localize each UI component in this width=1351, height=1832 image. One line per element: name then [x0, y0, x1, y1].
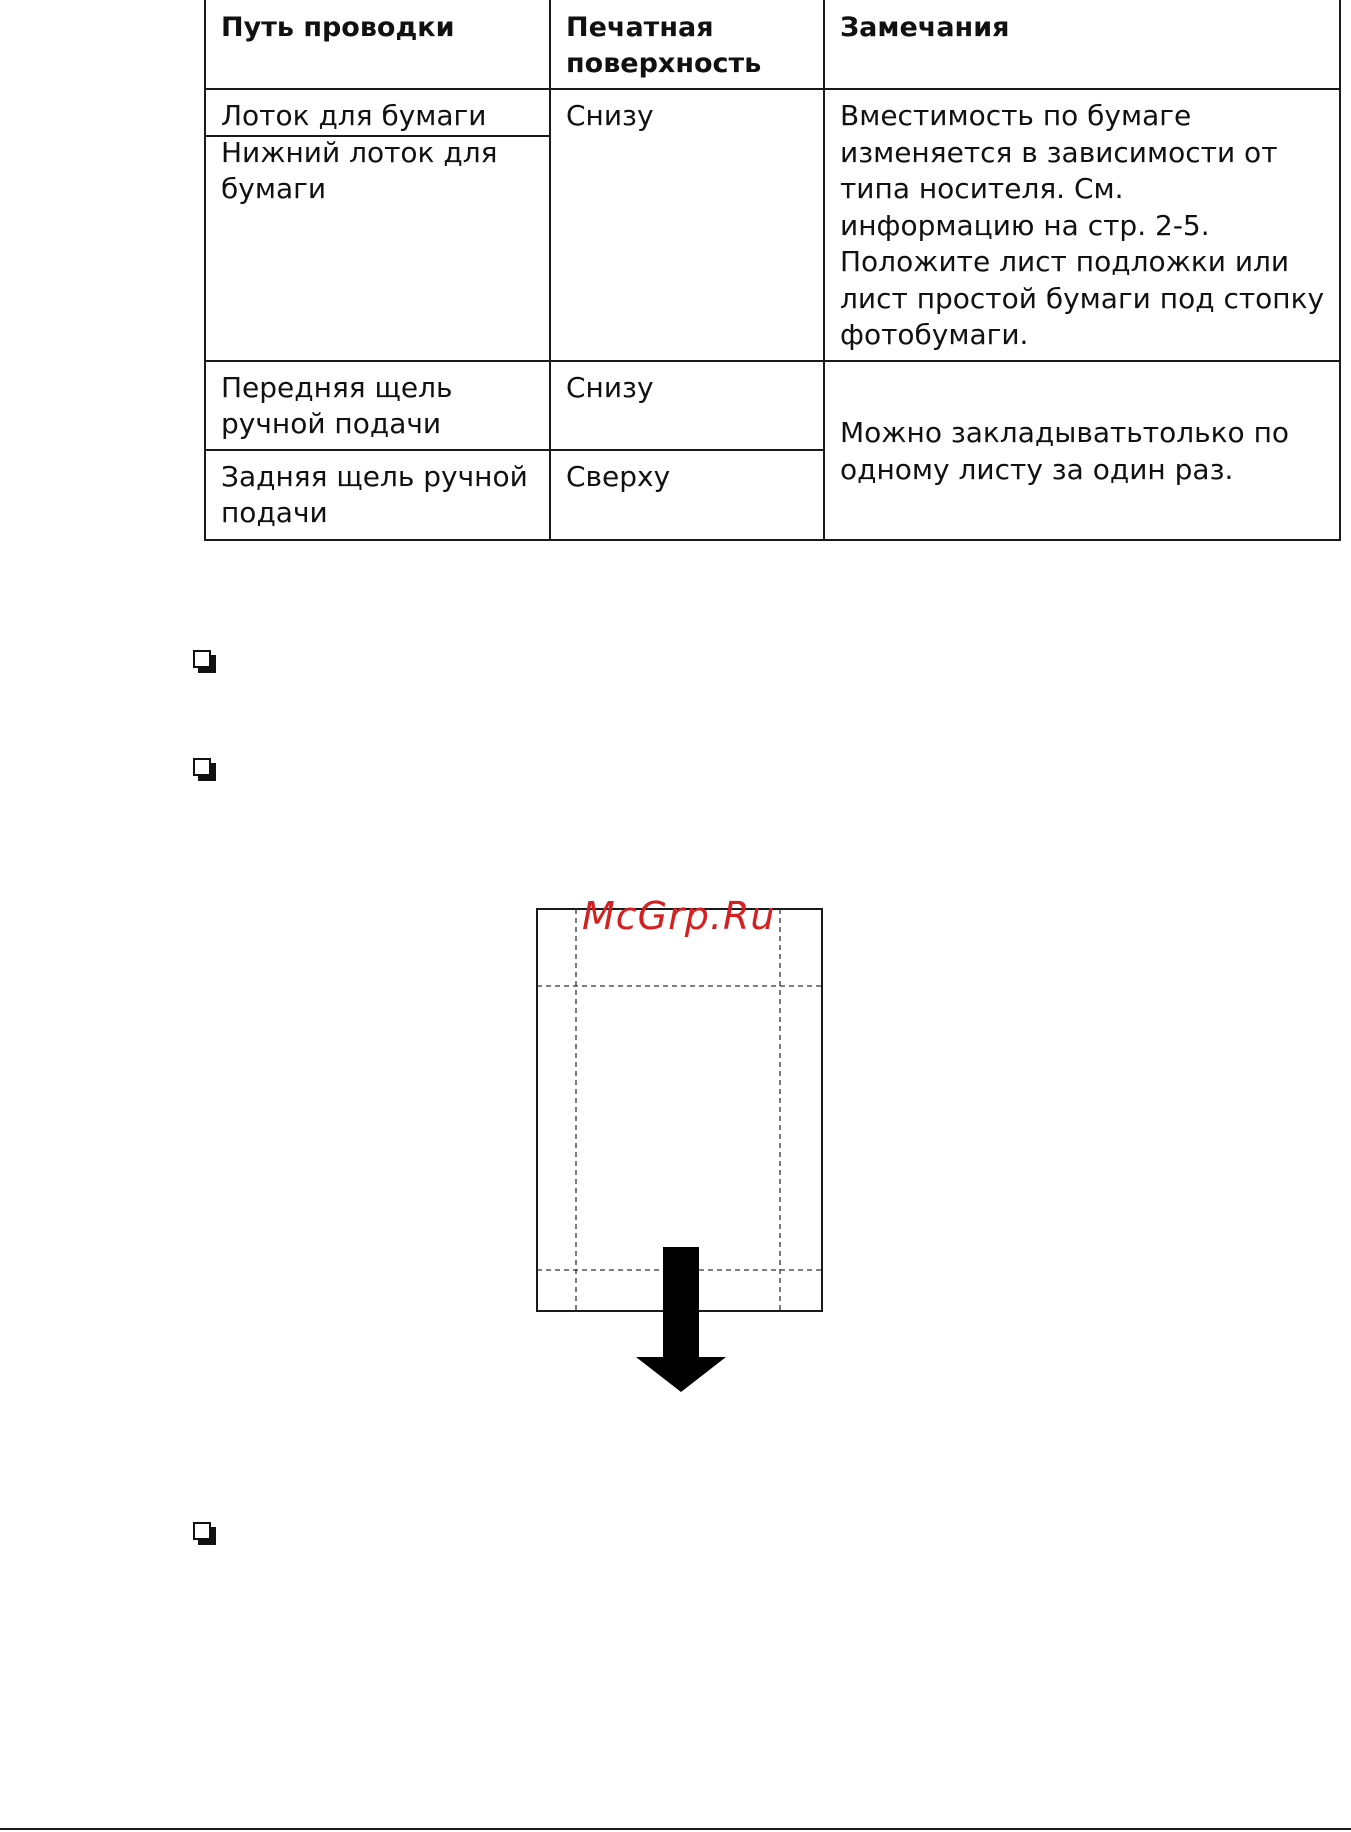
cell-notes-line: Положите лист подложки или: [840, 245, 1290, 278]
column-divider: [549, 0, 551, 539]
column-divider: [823, 0, 825, 539]
header-surface-line2: поверхность: [566, 48, 762, 79]
cell-path-paper-tray: Лоток для бумаги: [221, 99, 487, 132]
header-notes: Замечания: [840, 12, 1010, 43]
checkbox-icon: [193, 1522, 217, 1546]
header-surface-line1: Печатная: [566, 12, 714, 43]
cell-path-lower-tray-line2: бумаги: [221, 172, 327, 205]
cell-notes-manual-line2: одному листу за один раз.: [840, 453, 1234, 486]
cell-path-front-slot-line2: ручной подачи: [221, 407, 442, 440]
paper-sheet-diagram: [536, 908, 826, 1398]
cell-path-lower-tray-line1: Нижний лоток для: [221, 136, 498, 169]
footer-rule: [0, 1828, 1351, 1830]
cell-notes-manual-line1: Можно закладыватьтолько по: [840, 416, 1290, 449]
paper-path-table: [204, 0, 1341, 541]
cell-path-rear-slot-line1: Задняя щель ручной: [221, 460, 528, 493]
cell-path-front-slot-line1: Передняя щель: [221, 371, 453, 404]
cell-notes-line: типа носителя. См.: [840, 172, 1124, 205]
cell-surface-rear-slot: Сверху: [566, 460, 671, 493]
checkbox-icon: [193, 650, 217, 674]
sub-row-divider: [206, 449, 824, 451]
cell-surface-front-slot: Снизу: [566, 371, 654, 404]
checkbox-icon: [193, 758, 217, 782]
header-path: Путь проводки: [221, 12, 455, 43]
header-divider: [206, 88, 1341, 90]
cell-notes-line: Вместимость по бумаге: [840, 99, 1192, 132]
watermark: McGrp.Ru: [582, 894, 776, 938]
cell-notes-line: изменяется в зависимости от: [840, 136, 1278, 169]
cell-surface-paper-tray: Снизу: [566, 99, 654, 132]
cell-notes-line: лист простой бумаги под стопку: [840, 282, 1325, 315]
cell-path-rear-slot-line2: подачи: [221, 496, 328, 529]
cell-notes-line: информацию на стр. 2-5.: [840, 209, 1210, 242]
row-divider: [206, 360, 1341, 362]
cell-notes-line: фотобумаги.: [840, 318, 1029, 351]
